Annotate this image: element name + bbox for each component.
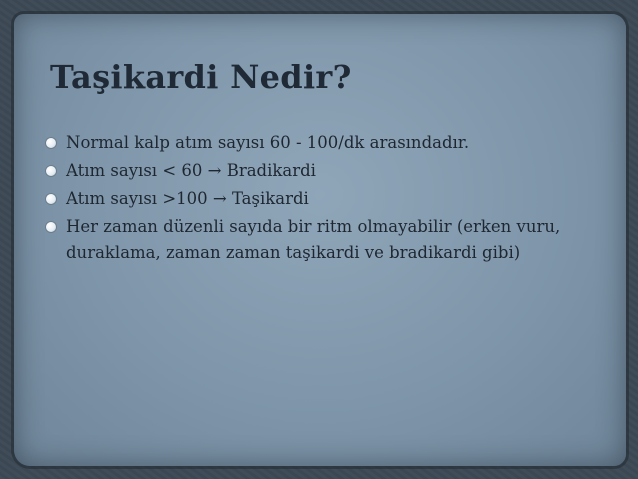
slide-title: Taşikardi Nedir? — [50, 58, 352, 96]
bullet-item — [40, 158, 620, 184]
bullet-item — [40, 214, 620, 266]
bullet-list — [40, 130, 620, 268]
bullet-dot-icon — [46, 138, 56, 148]
bullet-dot-icon — [46, 166, 56, 176]
paper-panel — [14, 14, 626, 466]
bullet-item — [40, 130, 620, 156]
bullet-text: Atım sayısı >100 → Taşikardi — [66, 189, 309, 208]
bullet-dot-icon — [46, 194, 56, 204]
bullet-text: Her zaman düzenli sayıda bir ritm olmayabilir (erken vuru, duraklama, zaman zaman taşikardi ve bradikardi gibi) — [66, 217, 561, 262]
bullet-dot-icon — [46, 222, 56, 232]
bullet-item — [40, 186, 620, 212]
bullet-text: Atım sayısı < 60 → Bradikardi — [66, 161, 316, 180]
bullet-text: Normal kalp atım sayısı 60 - 100/dk arasındadır. — [66, 133, 470, 152]
